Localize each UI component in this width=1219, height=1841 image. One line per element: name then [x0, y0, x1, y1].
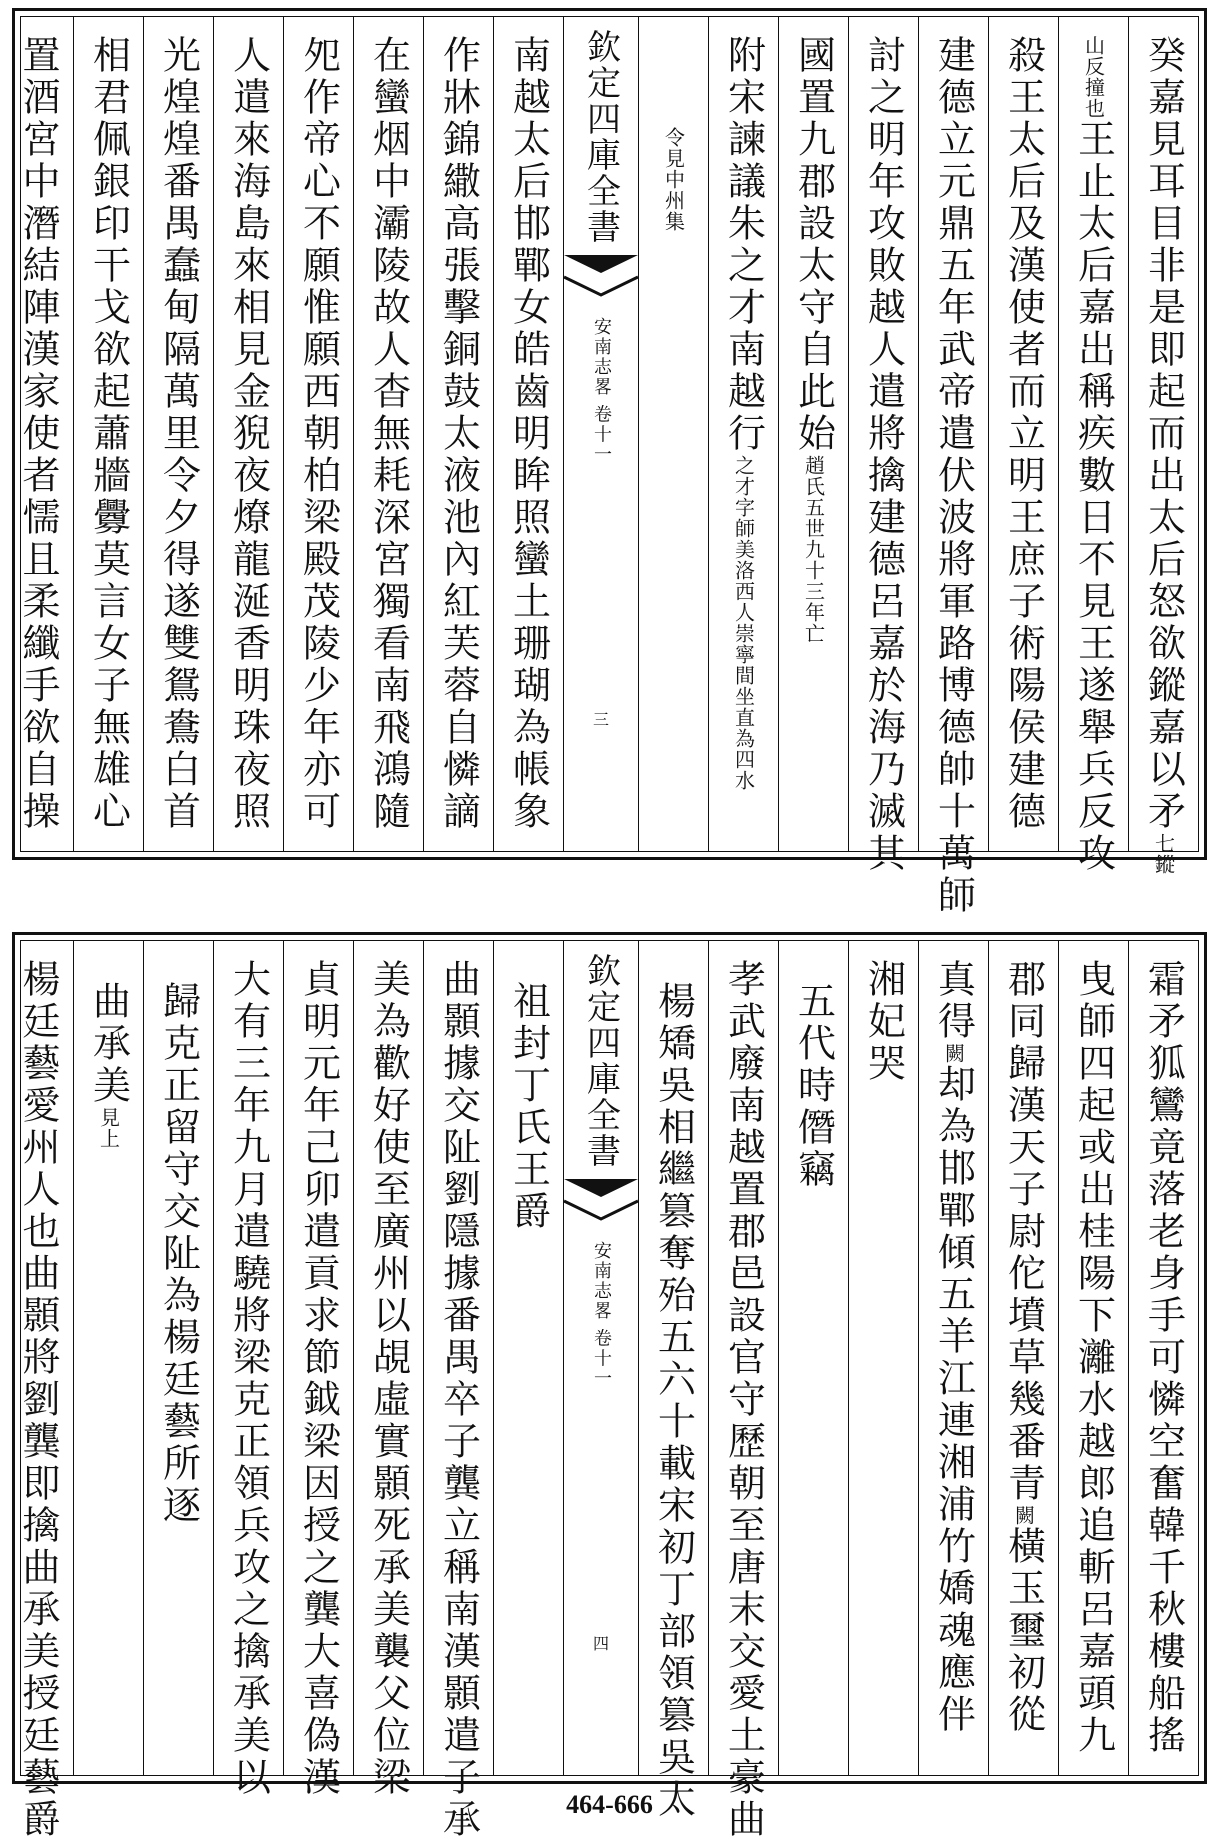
text-column: 曲顥據交阯劉隱據番禺卒子龔立稱南漢顥遣子承 — [423, 941, 493, 1775]
text-column: 殺王太后及漢使者而立明王庶子術陽侯建德 — [988, 17, 1058, 851]
text-column: 山反撞也王止太后嘉出稱疾數日不見王遂舉兵反攻 — [1058, 17, 1128, 851]
text-column: 楊矯吳相繼篡奪殆五六十載宋初丁部領篡吳太 — [638, 941, 708, 1775]
text-column: 真得闕却為邯鄲傾五羊江連湘浦竹嬌魂應伴 — [918, 941, 988, 1775]
book-title: 欽定四庫全書 — [580, 953, 621, 1169]
text-column: 置酒宮中潛結陣漢家使者懦且柔纖手欲自操 — [16, 35, 60, 833]
volume-label: 安南志畧 卷十一 — [591, 1241, 612, 1389]
text-column: 光煌煌番禺蠢甸隔萬里令夕得遂雙鴛鴦白首 — [143, 17, 213, 851]
leaf-number: 三 — [592, 710, 610, 729]
text-column: 霜矛狐鸞竟落老身手可憐空奮韓千秋樓船搖 — [1128, 941, 1198, 1775]
text-column: 令見中州集 — [638, 17, 708, 851]
text-column: 夗作帝心不願惟願西朝柏梁殿茂陵少年亦可 — [283, 17, 353, 851]
text-column: 曳師四起或出桂陽下灕水越郎追斬呂嘉頭九 — [1058, 941, 1128, 1775]
text-column: 美為歡好使至廣州以覘虛實顥死承美襲父位梁 — [353, 941, 423, 1775]
center-fold-column — [563, 941, 638, 1775]
text-column: 癸嘉見耳目非是即起而出太后怒欲鏦嘉以矛七鏦 — [1128, 17, 1198, 851]
text-column: 南越太后邯鄲女皓齒明眸照蠻土珊瑚為帳象 — [493, 17, 563, 851]
fish-tail-mark-icon — [564, 255, 638, 295]
text-column: 相君佩銀印干戈欲起蕭牆釁莫言女子無雄心 — [73, 17, 143, 851]
text-column: 在蠻烟中灞陵故人杳無耗深宮獨看南飛鴻隨 — [353, 17, 423, 851]
text-column: 大有三年九月遣驍將梁克正領兵攻之擒承美以 — [213, 941, 283, 1775]
top-page-columns — [16, 17, 1198, 917]
leaf-number: 四 — [592, 1634, 610, 1653]
book-title: 欽定四庫全書 — [580, 29, 621, 245]
text-column: 討之明年攻敗越人遣將擒建德呂嘉於海乃滅其 — [848, 17, 918, 851]
text-column: 五代時僭竊 — [778, 941, 848, 1775]
text-column: 湘妃哭 — [848, 941, 918, 1775]
fish-tail-mark-icon — [564, 1179, 638, 1219]
text-column: 曲承美見上 — [73, 941, 143, 1775]
center-fold-column — [563, 17, 638, 851]
volume-label: 安南志畧 卷十一 — [591, 317, 612, 465]
top-page-panel — [12, 8, 1207, 917]
text-column: 附宋諫議朱之才南越行之才字師美洛西人崇寧間坐直為四水 — [708, 17, 778, 851]
text-column: 建德立元鼎五年武帝遣伏波將軍路博德帥十萬師 — [918, 17, 988, 851]
text-column: 貞明元年己卯遣貢求節鉞梁因授之龔大喜偽漢 — [283, 941, 353, 1775]
text-column: 歸克正留守交阯為楊廷藝所逐 — [143, 941, 213, 1775]
text-column: 國置九郡設太守自此始趙氏五世九十三年亡 — [778, 17, 848, 851]
text-column: 郡同歸漢天子尉佗墳草幾番青闕橫玉璽初從 — [988, 941, 1058, 1775]
page-number: 464-666 — [566, 1790, 653, 1819]
text-column: 楊廷藝愛州人也曲顥將劉龔即擒曲承美授廷藝爵 — [16, 959, 60, 1841]
text-column: 人遣來海島來相見金猊夜燎龍涎香明珠夜照 — [213, 17, 283, 851]
text-column: 孝武廢南越置郡邑設官守歷朝至唐末交愛土豪曲 — [708, 941, 778, 1775]
text-column: 作牀錦繖高張擊銅鼓太液池內紅芙蓉自憐謫 — [423, 17, 493, 851]
text-column: 祖封丁氏王爵 — [493, 941, 563, 1775]
